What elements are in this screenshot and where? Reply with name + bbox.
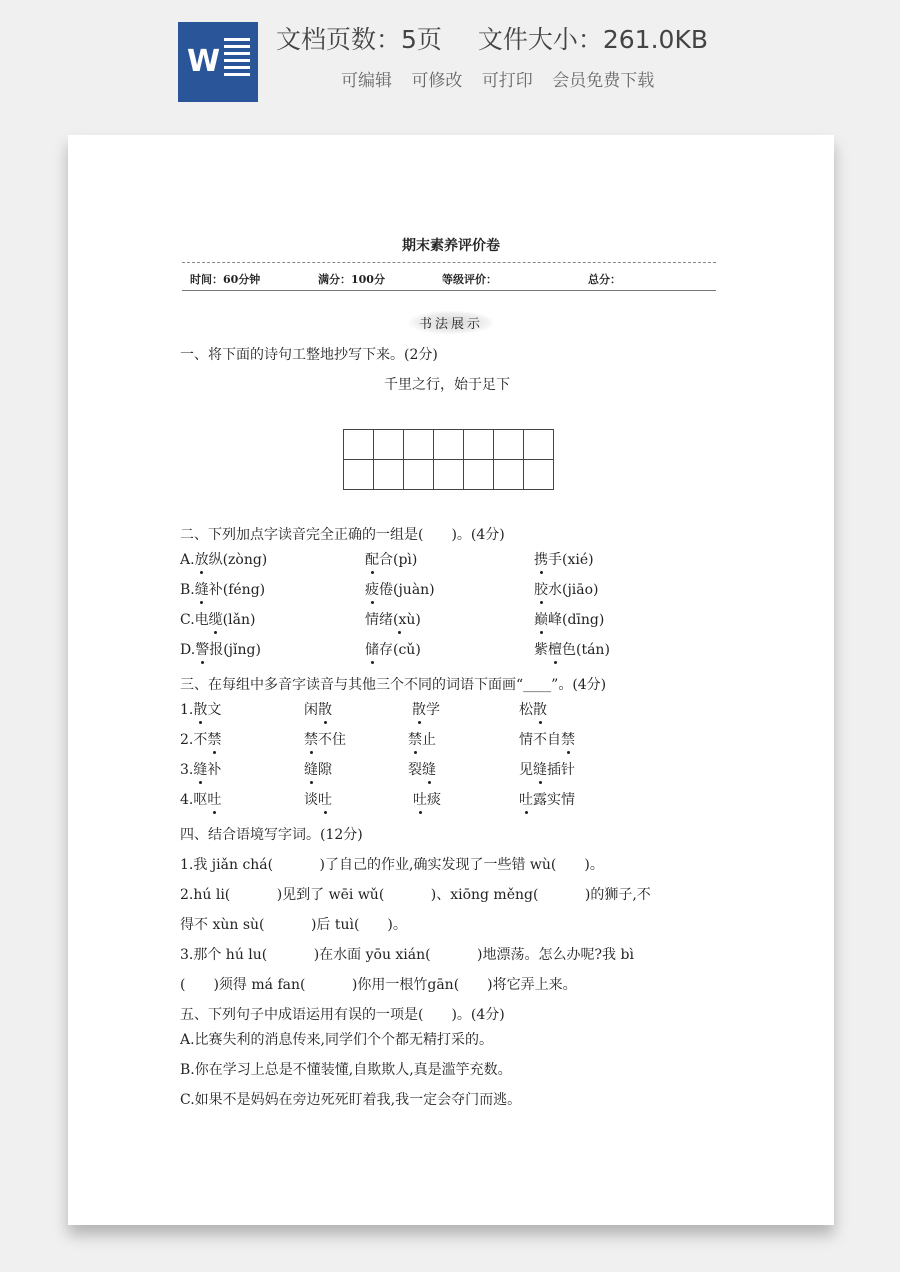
poem-line: 千里之行，始于足下 (384, 377, 510, 393)
dotted-char: 缝 (304, 759, 318, 779)
dotted-char: 绪(xù) (379, 609, 421, 629)
q4-line-2: 2.hú li( )见到了 wēi wǔ( )、xiōng měng( )的狮子,不 (180, 887, 651, 903)
title-divider-dashed (182, 262, 716, 263)
q2-option-d-word-3: 紫檀色(tán) (534, 639, 610, 659)
q3-group-4-word-2: 谈吐 (304, 789, 332, 809)
exam-paper (68, 135, 834, 1225)
grid-cell[interactable] (464, 430, 494, 460)
grid-cell[interactable] (344, 460, 374, 490)
file-size: 文件大小：261.0KB (477, 25, 708, 54)
grid-cell[interactable] (374, 430, 404, 460)
dotted-char: 警 (195, 639, 209, 659)
feature-member-download: 会员免费下载 (552, 71, 655, 91)
dotted-char: 缝 (195, 579, 209, 599)
dotted-char: 携 (534, 549, 548, 569)
dotted-char: 吐 (207, 789, 221, 809)
word-icon-letter: W (187, 44, 221, 79)
grade-evaluation: 等级评价： (442, 273, 497, 286)
q2-option-b: B.缝补(féng) (180, 579, 265, 599)
section-tag (68, 311, 834, 334)
info-divider (182, 290, 716, 291)
section-tag-label: 书法展示 (409, 311, 493, 334)
q5-option-a: A.比赛失利的消息传来,同学们个个都无精打采的。 (180, 1032, 494, 1048)
grid-cell[interactable] (494, 430, 524, 460)
q3-group-2-word-2: 禁不住 (304, 729, 346, 749)
dotted-char: 配 (365, 549, 379, 569)
grid-cell[interactable] (464, 460, 494, 490)
total-score: 总分： (588, 273, 621, 286)
download-banner (0, 0, 900, 130)
feature-modifiable: 可修改 (411, 71, 463, 91)
q3-group-4-word-3: 吐痰 (413, 789, 441, 809)
dotted-char: 放 (195, 549, 209, 569)
feature-editable: 可编辑 (341, 71, 392, 91)
q3-group-2-word-1: 2.不禁 (180, 729, 221, 749)
dotted-char: 胶 (534, 579, 548, 599)
dotted-char: 疲 (365, 579, 379, 599)
dotted-char: 散 (193, 699, 207, 719)
dotted-char: 缆 (209, 609, 223, 629)
dotted-char: 散 (412, 699, 426, 719)
question-5-stem: 五、下列句子中成语运用有误的一项是( )。(4分) (180, 1007, 505, 1023)
q2-option-c: C.电缆(lǎn) (180, 609, 255, 629)
q3-group-1-word-2: 闲散 (304, 699, 332, 719)
grid-row (344, 460, 554, 490)
q3-group-4-word-4: 吐露实情 (519, 789, 575, 809)
dotted-char: 散 (318, 699, 332, 719)
q3-group-2-word-4: 情不自禁 (519, 729, 575, 749)
grid-cell[interactable] (374, 460, 404, 490)
dotted-char: 巅 (534, 609, 548, 629)
dotted-char: 缝 (533, 759, 547, 779)
dotted-char: 吐 (519, 789, 533, 809)
q4-line-3: 得不 xùn sù( )后 tuì( )。 (180, 917, 407, 933)
dotted-char: 禁 (408, 729, 422, 749)
q2-option-a: A.放纵(zòng) (180, 549, 267, 569)
word-document-icon (178, 22, 258, 102)
grid-row (344, 430, 554, 460)
q5-option-b: B.你在学习上总是不懂装懂,自欺欺人,真是滥竽充数。 (180, 1062, 512, 1078)
feature-printable: 可打印 (481, 71, 533, 91)
q3-group-1-word-4: 松散 (519, 699, 547, 719)
grid-cell[interactable] (434, 460, 464, 490)
grid-cell[interactable] (344, 430, 374, 460)
q4-line-4: 3.那个 hú lu( )在水面 yōu xián( )地漂荡。怎么办呢?我 bì (180, 947, 634, 963)
q2-option-c-word-3: 巅峰(dīng) (534, 609, 604, 629)
question-1-stem: 一、将下面的诗句工整地抄写下来。(2分) (180, 347, 438, 363)
q3-group-1-word-3: 散学 (412, 699, 440, 719)
exam-time: 时间：60分钟 (190, 273, 261, 286)
q3-group-3-word-3: 裂缝 (408, 759, 436, 779)
q2-option-b-word-2: 疲倦(juàn) (365, 579, 435, 599)
full-score: 满分：100分 (318, 273, 385, 286)
grid-cell[interactable] (404, 460, 434, 490)
q4-line-5: ( )须得 má fan( )你用一根竹gān( )将它弄上来。 (180, 977, 577, 993)
writing-grid[interactable] (343, 429, 554, 490)
dotted-char: 檀 (548, 639, 562, 659)
q4-line-1: 1.我 jiǎn chá( )了自己的作业,确实发现了一些错 wù( )。 (180, 857, 604, 873)
exam-title: 期末素养评价卷 (402, 238, 500, 254)
dotted-char: 缝 (422, 759, 436, 779)
dotted-char: 吐 (413, 789, 427, 809)
dotted-char: 缝 (193, 759, 207, 779)
q2-option-b-word-3: 胶水(jiāo) (534, 579, 599, 599)
q3-group-1-word-1: 1.散文 (180, 699, 221, 719)
q5-option-c: C.如果不是妈妈在旁边死死盯着我,我一定会夺门而逃。 (180, 1092, 522, 1108)
q3-group-3-word-4: 见缝插针 (519, 759, 575, 779)
dotted-char: 禁 (207, 729, 221, 749)
q2-option-d: D.警报(jǐng) (180, 639, 261, 659)
dotted-char: 禁 (304, 729, 318, 749)
q2-option-c-word-2: 情绪(xù) (365, 609, 421, 629)
q3-group-3-word-2: 缝隙 (304, 759, 332, 779)
dotted-char: 散 (533, 699, 547, 719)
q3-group-2-word-3: 禁止 (408, 729, 436, 749)
grid-cell[interactable] (434, 430, 464, 460)
question-3-stem: 三、在每组中多音字读音与其他三个不同的词语下面画“____”。(4分) (180, 677, 607, 693)
grid-cell[interactable] (404, 430, 434, 460)
page-count: 文档页数：5页 (276, 25, 442, 54)
grid-cell[interactable] (494, 460, 524, 490)
q2-option-a-word-2: 配合(pì) (365, 549, 417, 569)
q3-group-4-word-1: 4.呕吐 (180, 789, 221, 809)
q2-option-d-word-2: 储存(cǔ) (365, 639, 421, 659)
q2-option-a-word-3: 携手(xié) (534, 549, 594, 569)
dotted-char: 吐 (318, 789, 332, 809)
dotted-char: 禁 (561, 729, 575, 749)
grid-cell[interactable] (524, 430, 554, 460)
q3-group-3-word-1: 3.缝补 (180, 759, 221, 779)
question-2-stem: 二、下列加点字读音完全正确的一组是( )。(4分) (180, 527, 505, 543)
file-meta (276, 20, 708, 56)
dotted-char: 储 (365, 639, 379, 659)
grid-cell[interactable] (524, 460, 554, 490)
question-4-stem: 四、结合语境写字词。(12分) (180, 827, 363, 843)
feature-list (341, 66, 654, 91)
